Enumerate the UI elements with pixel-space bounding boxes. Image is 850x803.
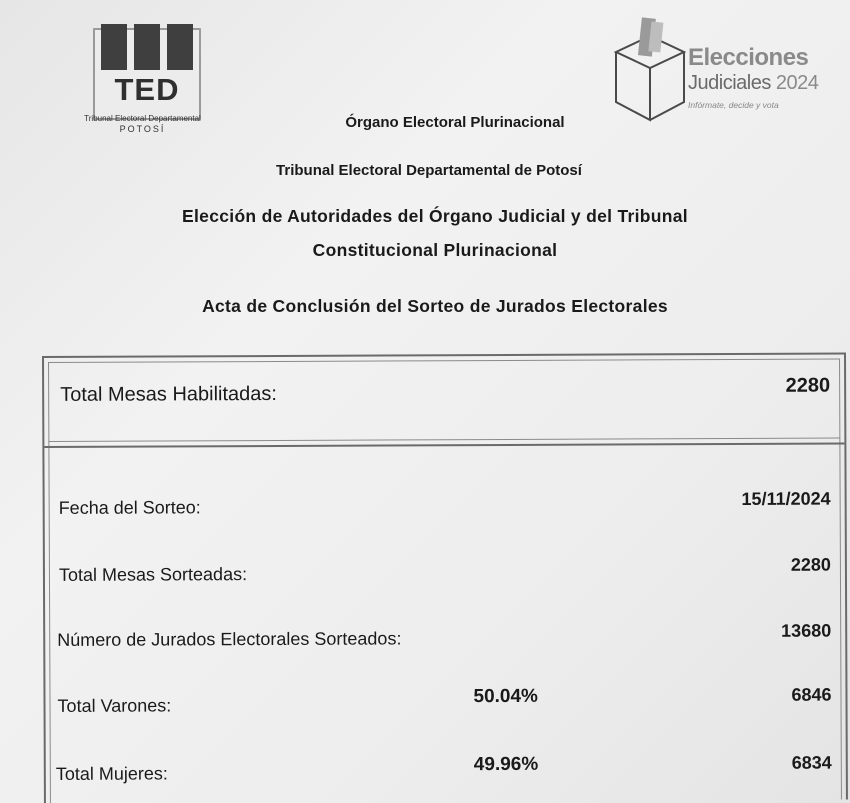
- fecha-sorteo-value: 15/11/2024: [741, 488, 831, 509]
- organ-heading: Órgano Electoral Plurinacional: [345, 114, 565, 131]
- mujeres-percent: 49.96%: [473, 753, 539, 776]
- mujeres-label: Total Mujeres:: [55, 763, 168, 784]
- ballot-box-icon: [610, 14, 690, 129]
- ted-logo-bars-icon: [101, 24, 193, 70]
- results-table: [42, 352, 848, 803]
- elecciones-subtitle-word: Judiciales: [688, 72, 771, 94]
- varones-label: Total Varones:: [57, 695, 172, 716]
- jurados-sorteados-label: Número de Jurados Electorales Sorteados:: [57, 628, 402, 650]
- ted-logo-subtitle: Tribunal Electoral Departamental: [84, 114, 201, 123]
- jurados-sorteados-value: 13680: [781, 620, 832, 641]
- fecha-sorteo-label: Fecha del Sorteo:: [58, 497, 201, 518]
- elecciones-title: Elecciones: [688, 44, 809, 71]
- total-mesas-habilitadas-label: Total Mesas Habilitadas:: [60, 382, 277, 406]
- document-title: Acta de Conclusión del Sorteo de Jurados Electorales: [202, 296, 668, 316]
- elecciones-tagline: Infórmate, decide y vota: [688, 100, 779, 110]
- total-mesas-habilitadas-value: 2280: [785, 374, 831, 397]
- table-row-total-mesas-habilitadas: [44, 355, 844, 448]
- elecciones-year: 2024: [775, 72, 819, 94]
- total-mesas-sorteadas-value: 2280: [790, 554, 831, 575]
- tribunal-heading: Tribunal Electoral Departamental de Potosí: [276, 162, 582, 179]
- total-mesas-sorteadas-label: Total Mesas Sorteadas:: [58, 564, 248, 585]
- ted-logo-location: POTOSÍ: [119, 124, 166, 134]
- varones-value: 6846: [791, 684, 832, 705]
- election-heading-line1: Elección de Autoridades del Órgano Judicial y del Tribunal: [182, 206, 688, 226]
- mujeres-value: 6834: [791, 752, 832, 773]
- ted-logo-text: TED: [114, 72, 180, 107]
- election-heading-line2: Constitucional Plurinacional: [312, 240, 558, 260]
- elecciones-subtitle: [688, 72, 818, 95]
- varones-percent: 50.04%: [473, 685, 538, 708]
